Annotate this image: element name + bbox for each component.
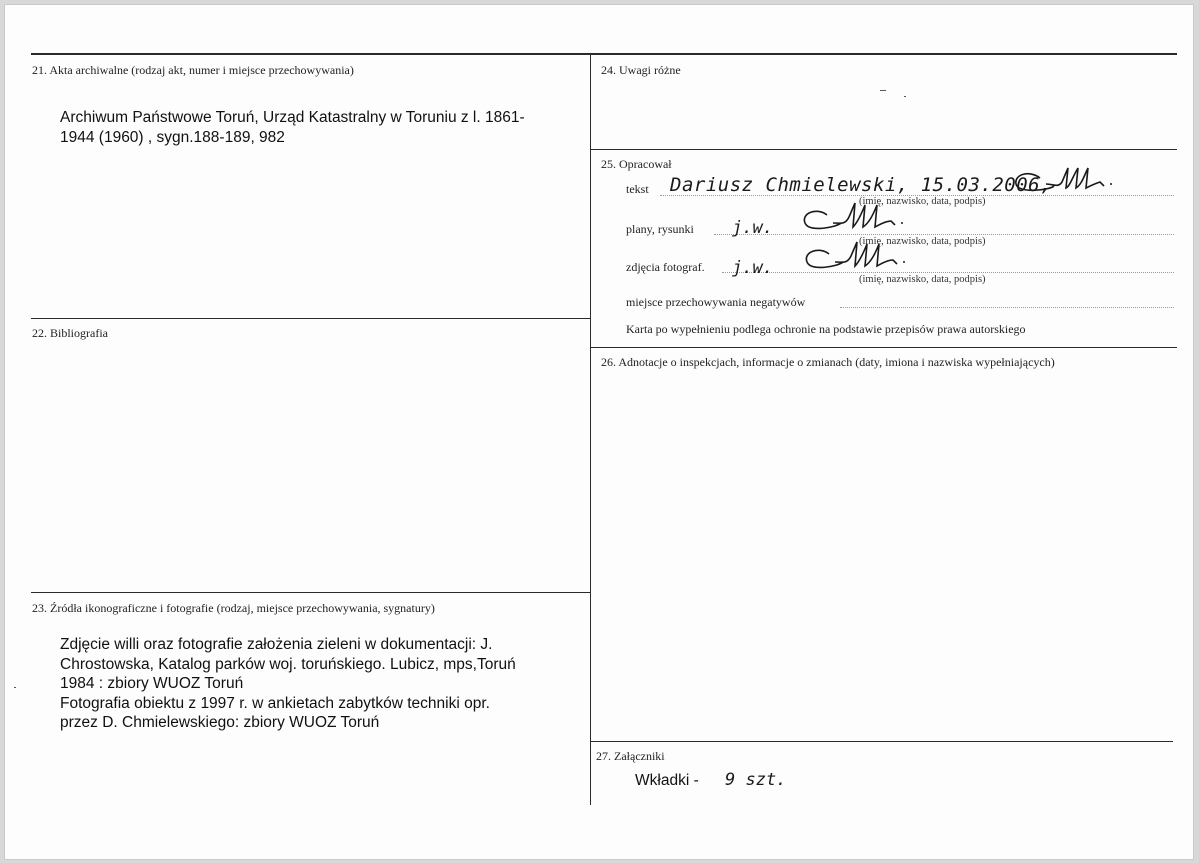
attachments-handwriting: 9 szt. [725,770,787,790]
divider-22-23 [31,592,591,593]
signature-plany [799,201,909,237]
paper-speck [904,96,906,97]
zdjecia-dotted-line [722,272,1174,273]
section-26-label: 26. Adnotacje o inspekcjach, informacje o zmianach (daty, imiona i nazwiska wypełniających) [601,355,1055,369]
section-23-label: 23. Źródła ikonograficzne i fotografie (rodzaj, miejsce przechowywania, sygnatury) [32,601,435,615]
section-23-line-1: Zdjęcie willi oraz fotografie założenia zieleni w dokumentacji: J. [60,636,493,653]
plany-label: plany, rysunki [626,222,694,236]
section-23-line-3: 1984 : zbiory WUOZ Toruń [60,675,244,692]
paper-speck [14,687,16,688]
form-card [4,4,1194,860]
negatywy-label: miejsce przechowywania negatywów [626,295,806,309]
tekst-label: tekst [626,182,649,196]
zdjecia-handwriting: j.w. [732,258,773,278]
tekst-handwriting: Dariusz Chmielewski, 15.03.2006, [670,174,1053,196]
section-23-line-5: przez D. Chmielewskiego: zbiory WUOZ Toruń [60,714,380,731]
section-21-label: 21. Akta archiwalne (rodzaj akt, numer i miejsce przechowywania) [32,63,354,77]
section-24-label: 24. Uwagi różne [601,63,681,77]
tekst-hint: (imię, nazwisko, data, podpis) [859,196,986,207]
plany-hint: (imię, nazwisko, data, podpis) [859,236,986,247]
section-21-line-2: 1944 (1960) , sygn.188-189, 982 [60,128,285,146]
divider-21-22 [31,318,591,319]
divider-26-27 [591,741,1173,742]
paper-speck [880,90,886,91]
section-27-label: 27. Załączniki [596,749,665,763]
section-23-line-2: Chrostowska, Katalog parków woj. toruńskiego. Lubicz, mps,Toruń [60,655,516,673]
column-divider [590,53,591,805]
plany-handwriting: j.w. [732,218,773,238]
divider-25-26 [591,347,1177,348]
top-rule [31,53,1177,55]
plany-dotted-line [714,234,1174,235]
section-22-label: 22. Bibliografia [32,326,108,340]
signature-zdjecia [801,240,911,276]
zdjecia-label: zdjęcia fotograf. [626,260,705,274]
attachments-typed: Wkładki - [635,772,699,789]
section-21-text [60,108,525,147]
section-25-label: 25. Opracował [601,157,672,171]
section-23-text [60,635,516,733]
signature-tekst [1010,166,1130,198]
section-21-line-1: Archiwum Państwowe Toruń, Urząd Katastralny w Toruniu z l. 1861- [60,109,525,126]
copyright-note: Karta po wypełnieniu podlega ochronie na podstawie przepisów prawa autorskiego [626,322,1026,336]
zdjecia-hint: (imię, nazwisko, data, podpis) [859,274,986,285]
negatywy-dotted-line [840,307,1174,308]
divider-24-25 [591,149,1177,150]
section-23-line-4: Fotografia obiektu z 1997 r. w ankietach zabytków techniki opr. [60,694,490,712]
